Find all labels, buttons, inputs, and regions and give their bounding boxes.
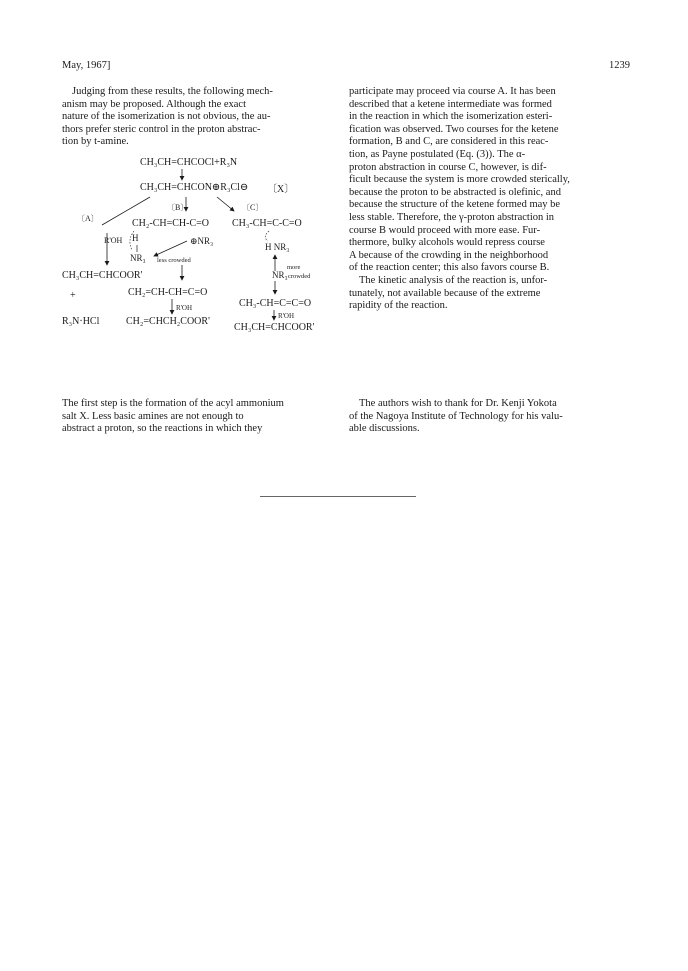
text-line: less stable. Therefore, the γ-proton abstraction in — [349, 211, 555, 223]
scheme-ester-b: CH₂=CHCH₂COOR' — [126, 316, 210, 327]
text-line: rapidity of the reaction. — [349, 300, 448, 312]
scheme-roh-c: R'OH — [278, 312, 295, 320]
text-line: tion by t-amine. — [62, 136, 129, 148]
scheme-label-b: 〔B〕 — [167, 203, 189, 212]
text-line: thermore, bulky alcohols would repress course — [349, 237, 545, 249]
scheme-nr3-c: NR₃ — [272, 270, 288, 280]
text-line: proton abstraction in course C, however, is dif- — [349, 161, 547, 173]
text-line: The kinetic analysis of the reaction is, unfor- — [359, 274, 548, 286]
left-column-top-paragraph — [62, 86, 330, 149]
text-line: anism may be proposed. Although the exact — [62, 98, 247, 110]
text-line: of the Nagoya Institute of Technology for his valu- — [349, 410, 563, 422]
scheme-nr3-a: NR₃ — [130, 253, 146, 263]
text-line: Judging from these results, the following mech- — [72, 86, 273, 97]
arrow-to-c — [217, 197, 234, 211]
scheme-roh-a: R'OH — [104, 236, 123, 245]
reaction-mechanism-scheme — [62, 155, 347, 365]
text-line: tunately, not available because of the extreme — [349, 287, 541, 299]
scheme-label-c: 〔C〕 — [242, 203, 264, 212]
scheme-b-structure: CH₂-CH=CH-C=O — [132, 218, 209, 229]
section-divider — [260, 496, 416, 497]
left-column-bottom-paragraph — [62, 398, 330, 436]
text-line: able discussions. — [349, 423, 420, 435]
text-line: salt X. Less basic amines are not enough to — [62, 410, 244, 422]
text-line: described that a ketene intermediate was formed — [349, 98, 552, 110]
text-line: The authors wish to thank for Dr. Kenji Yokota — [359, 398, 557, 409]
scheme-label-a: 〔A〕 — [77, 214, 99, 223]
text-line: because the structure of the ketene formed may be — [349, 199, 561, 211]
scheme-ester-c: CH₃CH=CHCOOR' — [234, 322, 315, 333]
right-column-paragraph-1 — [349, 86, 625, 313]
text-line: participate may proceed via course A. It has been — [349, 86, 556, 97]
scheme-acyl-ammonium: CH₃CH=CHCON⊕R₃Cl⊖ — [140, 182, 249, 193]
scheme-x-label: 〔X〕 — [267, 184, 295, 195]
scheme-more: more — [287, 264, 301, 271]
scheme-ester-a: CH₃CH=CHCOOR' — [62, 270, 143, 281]
running-header-date: May, 1967] — [62, 60, 111, 71]
scheme-h-nr3-c: H NR₃ — [265, 242, 290, 252]
text-line: course B would proceed with more ease. Fur- — [349, 224, 541, 236]
scheme-h-b: H — [132, 233, 139, 243]
scheme-ketene-b: CH₂=CH-CH=C=O — [128, 287, 208, 298]
dotted-bond-c — [265, 231, 269, 241]
text-line: fication was observed. Two courses for the ketene — [349, 123, 559, 135]
text-line: because the proton to be abstracted is olefinic, and — [349, 186, 561, 198]
text-line: thors prefer steric control in the proton abstrac- — [62, 123, 261, 135]
text-line: The first step is the formation of the acyl ammonium — [62, 398, 284, 409]
scheme-nr3-b: ⊕NR₃ — [190, 236, 214, 246]
text-line: ficult because the system is more crowded sterically, — [349, 174, 570, 186]
right-column-acknowledgement — [349, 398, 625, 436]
text-line: A because of the crowding in the neighborhood — [349, 249, 549, 261]
page-number: 1239 — [609, 60, 630, 71]
scheme-roh-b: R'OH — [176, 304, 193, 312]
scheme-start: CH₃CH=CHCOCl+R₃N — [140, 157, 238, 168]
scheme-amine-salt: R₃N·HCl — [62, 316, 100, 327]
text-line: tion, as Payne postulated (Eq. (3)). The α- — [349, 148, 526, 160]
scheme-ketene-c: CH₃-CH=C=C=O — [239, 298, 312, 309]
text-line: formation, B and C, are considered in this reac- — [349, 136, 549, 148]
scheme-less-crowded: less crowded — [157, 257, 191, 264]
text-line: nature of the isomerization is not obvious, the au- — [62, 111, 271, 123]
scheme-c-structure: CH₃-CH=C-C=O — [232, 218, 302, 229]
text-line: abstract a proton, so the reactions in which they — [62, 423, 263, 435]
scheme-crowded: crowded — [288, 273, 311, 280]
text-line: of the reaction center; this also favors course B. — [349, 262, 550, 274]
scheme-plus: + — [70, 290, 76, 301]
arrow-less-crowded — [154, 241, 187, 256]
text-line: in the reaction in which the isomerization esteri- — [349, 111, 553, 123]
